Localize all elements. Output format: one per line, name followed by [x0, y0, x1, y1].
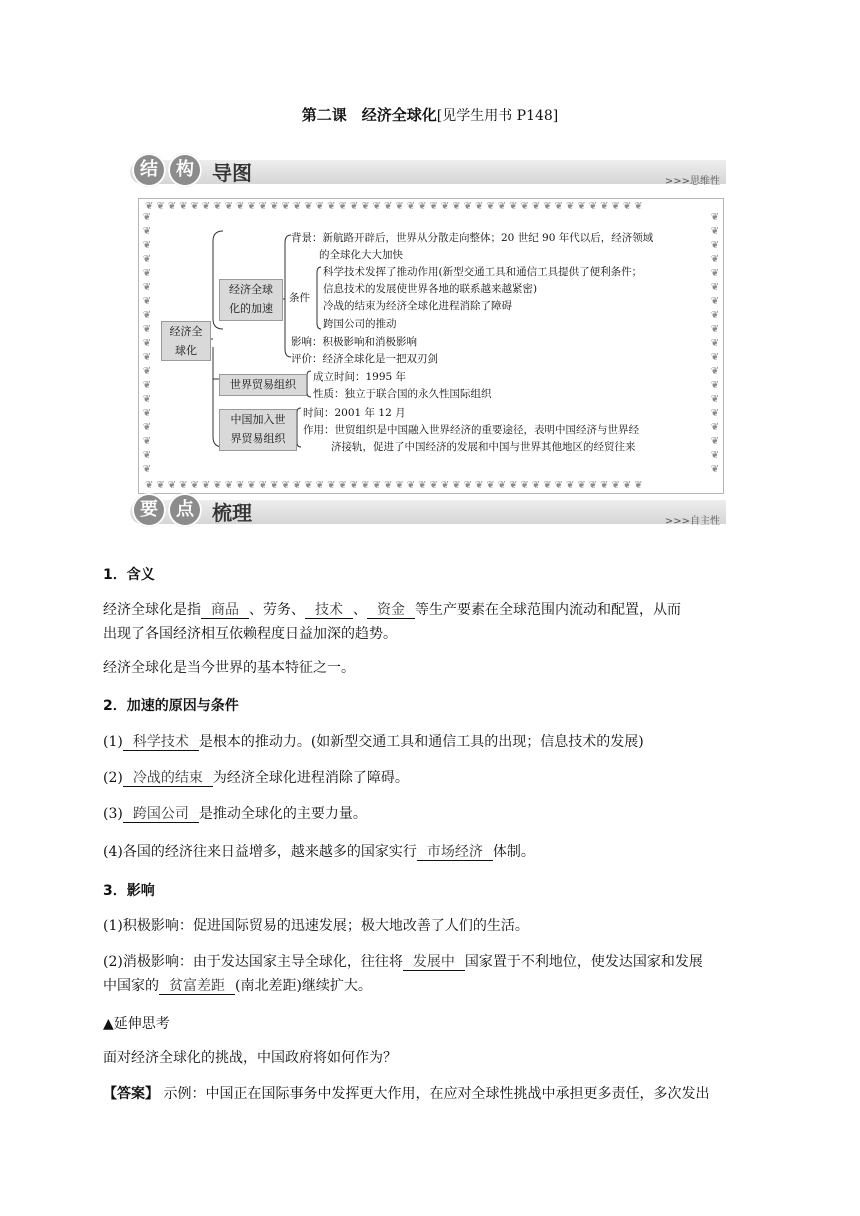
ornament-border-top: ❦❦❦❦❦❦❦❦❦❦❦❦❦❦❦❦❦❦❦❦❦❦❦❦❦❦❦❦❦❦❦❦❦❦❦❦❦❦❦❦❦❦❦❦ [145, 201, 646, 212]
section-heading-impact: 3．影响 [103, 883, 155, 899]
list-item [103, 766, 763, 790]
text-run: 是根本的推动力。(如新型交通工具和通信工具的出现；信息技术的发展) [198, 734, 644, 750]
paragraph-definition [103, 598, 763, 646]
list-item [103, 802, 763, 826]
banner-word: 梳理 [212, 501, 252, 525]
text-run: (3) [103, 806, 123, 822]
fill-blank: 贫富差距 [159, 978, 235, 995]
branch-node-line: 经济全球 [229, 283, 273, 296]
leaf-china-time: 时间：2001 年 12 月 [303, 407, 406, 419]
branch-node-acceleration [219, 279, 283, 321]
lesson-title: 第二课 经济全球化 [301, 106, 437, 124]
leaf-condition-3: 跨国公司的推动 [323, 318, 397, 330]
leaf-condition-1-cont: 信息技术的发展使世界各地的联系越来越紧密) [323, 283, 538, 295]
root-node [161, 321, 211, 361]
list-item [103, 840, 763, 864]
leaf-china-role-cont: 济接轨，促进了中国经济的发展和中国与世界其他地区的经贸往来 [331, 441, 636, 453]
list-item [103, 950, 763, 998]
branch-node-line: 界贸易组织 [230, 432, 286, 445]
leaf-wto-founding: 成立时间：1995 年 [313, 371, 407, 383]
text-run: 是推动全球化的主要力量。 [198, 806, 367, 822]
leaf-wto-nature: 性质：独立于联合国的永久性国际组织 [313, 388, 492, 400]
leaf-background-cont: 的全球化大大加快 [319, 249, 403, 261]
leaf-background: 背景：新航路开辟后，世界从分散走向整体；20 世纪 90 年代以后，经济领域 [291, 232, 654, 244]
fill-blank: 商品 [201, 602, 249, 619]
fill-blank: 发展中 [403, 954, 465, 971]
text-run: (2)消极影响：由于发达国家主导全球化，往往将 [103, 954, 403, 970]
leaf-condition-1: 科学技术发挥了推动作用(新型交通工具和通信工具提供了便利条件； [323, 266, 643, 278]
fill-blank: 科学技术 [123, 734, 199, 751]
text-run: 出现了各国经济相互依赖程度日益加深的趋势。 [103, 626, 397, 642]
answer-text: 示例：中国正在国际事务中发挥更大作用，在应对全球性挑战中承担更多责任，多次发出 [163, 1086, 710, 1102]
banner-tag: >>>自主性 [664, 516, 720, 527]
branch-node-line: 化的加速 [229, 302, 273, 315]
banner-bubble: 点 [168, 493, 202, 527]
section-banner-key-points [130, 490, 726, 536]
branch-node-wto: 世界贸易组织 [219, 374, 307, 396]
text-run: 国家置于不利地位，使发达国家和发展 [464, 954, 703, 970]
answer-paragraph [103, 1082, 763, 1106]
leaf-china-role: 作用：世贸组织是中国融入世界经济的重要途径，表明中国经济与世界经 [303, 424, 639, 436]
list-item [103, 730, 763, 754]
concept-map [138, 198, 724, 494]
section-heading-conditions: 2．加速的原因与条件 [103, 698, 239, 714]
section-banner-structure [130, 150, 726, 196]
leaf-condition-2: 冷战的结束为经济全球化进程消除了障碍 [323, 300, 512, 312]
banner-bubble: 构 [168, 153, 202, 187]
text-run: 体制。 [492, 844, 535, 860]
text-run: 等生产要素在全球范围内流动和配置，从而 [415, 602, 681, 618]
answer-label: 【答案】 [103, 1086, 159, 1102]
ornament-border-bottom: ❦❦❦❦❦❦❦❦❦❦❦❦❦❦❦❦❦❦❦❦❦❦❦❦❦❦❦❦❦❦❦❦❦❦❦❦❦❦❦❦❦❦❦❦ [145, 480, 646, 491]
text-run: 经济全球化是指 [103, 602, 201, 618]
branch-node-china-wto [219, 409, 297, 451]
leaf-evaluation: 评价：经济全球化是一把双刃剑 [291, 353, 438, 365]
fill-blank: 冷战的结束 [123, 770, 213, 787]
fill-blank: 市场经济 [417, 844, 493, 861]
fill-blank: 技术 [305, 602, 353, 619]
ornament-border-left: ❦ ❦ ❦ ❦ ❦ ❦ ❦ ❦ ❦ ❦ ❦ ❦ ❦ ❦ ❦ ❦ ❦ ❦ ❦ [142, 212, 152, 475]
text-run: 中国家的 [103, 978, 159, 994]
fill-blank: 跨国公司 [123, 806, 199, 823]
text-run: 为经济全球化进程消除了障碍。 [212, 770, 409, 786]
branch-node-line: 中国加入世 [230, 413, 286, 426]
paragraph-feature: 经济全球化是当今世界的基本特征之一。 [103, 660, 355, 676]
banner-tag: >>>思维性 [664, 176, 720, 187]
fill-blank: 资金 [367, 602, 415, 619]
text-run: 、劳务、 [249, 602, 305, 618]
text-run: (4)各国的经济往来日益增多，越来越多的国家实行 [103, 844, 417, 860]
text-run: (2) [103, 770, 123, 786]
list-item: (1)积极影响：促进国际贸易的迅速发展；极大地改善了人们的生活。 [103, 918, 529, 934]
text-run: (南北差距)继续扩大。 [235, 978, 372, 994]
banner-bubble: 结 [132, 153, 166, 187]
banner-bubble: 要 [132, 493, 166, 527]
ornament-border-right: ❦ ❦ ❦ ❦ ❦ ❦ ❦ ❦ ❦ ❦ ❦ ❦ ❦ ❦ ❦ ❦ ❦ ❦ ❦ [710, 212, 720, 475]
root-node-line: 球化 [175, 344, 197, 357]
text-run: (1) [103, 734, 123, 750]
leaf-condition-label: 条件 [289, 292, 310, 304]
root-node-line: 经济全 [169, 325, 203, 338]
text-run: 、 [353, 602, 367, 618]
section-heading-meaning: 1．含义 [103, 567, 155, 583]
banner-word: 导图 [212, 161, 252, 185]
extension-question: 面对经济全球化的挑战，中国政府将如何作为？ [103, 1050, 397, 1066]
extension-heading: ▲延伸思考 [103, 1016, 170, 1032]
page-reference: [见学生用书 P148] [436, 108, 559, 124]
page-title [0, 104, 860, 125]
leaf-impact: 影响：积极影响和消极影响 [291, 336, 417, 348]
